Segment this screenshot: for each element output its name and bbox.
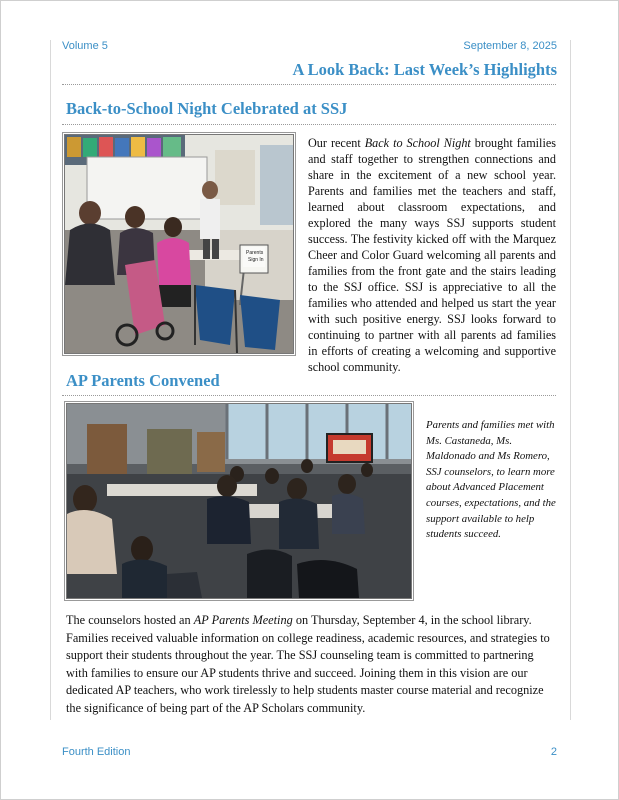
section-heading-ap-parents: AP Parents Convened xyxy=(66,371,220,390)
section-divider xyxy=(62,124,556,125)
section-heading-back-to-school: Back-to-School Night Celebrated at SSJ xyxy=(66,99,348,118)
ap-parents-meeting-photo xyxy=(66,403,412,599)
issue-date: September 8, 2025 xyxy=(463,40,557,52)
paragraph-text: The counselors hosted an xyxy=(66,613,194,627)
right-margin-rule xyxy=(570,40,571,720)
classroom-photo-illustration xyxy=(65,135,293,353)
title-divider xyxy=(62,84,556,85)
page-number: 2 xyxy=(550,746,557,758)
svg-text:Parents: Parents xyxy=(246,250,264,256)
page-title: A Look Back: Last Week’s Highlights xyxy=(292,60,557,79)
paragraph-text: on Thursday, September 4, in the school library. Families received valuable information on college readiness, academic resources, and strategies to support their students throughout the year. The SSJ counseling team is committed to partnering with families to ensure our AP students thrive and succeed. Joining them in this vision are our dedicated AP teachers, who work tirelessly to help students master course material and recognize the significance of being part of the AP Scholars community. xyxy=(66,613,550,715)
back-to-school-night-photo xyxy=(64,134,294,354)
paragraph-text: brought families and staff together to strengthen connections and share in the excitement of a new school year. Parents and families met the teachers and staff, learned about classroom expectations, and explored the many ways SSJ supports student success. The festivity kicked off with the Marquez Cheer and Color Guard welcoming all parents and families from the front gate and the stairs leading to the SSJ office. SSJ is appreciative to all the families who attended and helped us start the year with such positive energy. SSJ looks forward to continuing to partner with all parents ad families in efforts of creating a welcoming and supportive school community. xyxy=(308,136,556,374)
event-name: Back to School Night xyxy=(364,136,471,150)
ap-parents-paragraph xyxy=(66,612,556,717)
event-name: AP Parents Meeting xyxy=(193,613,293,627)
ap-photo-caption: Parents and families met with Ms. Castaneda, Ms. Maldonado and Ms Romero, SSJ counselors, to learn more about Advanced Placement courses, expectations, and the support available to help students succeed. xyxy=(426,419,556,541)
svg-text:Sign In: Sign In xyxy=(248,257,264,263)
paragraph-text: Our recent xyxy=(308,136,365,150)
section-divider xyxy=(62,395,556,396)
library-photo-illustration xyxy=(67,404,411,598)
back-to-school-paragraph xyxy=(308,135,556,375)
left-margin-rule xyxy=(50,40,51,720)
edition-label: Fourth Edition xyxy=(62,746,131,758)
volume-label: Volume 5 xyxy=(62,40,108,52)
